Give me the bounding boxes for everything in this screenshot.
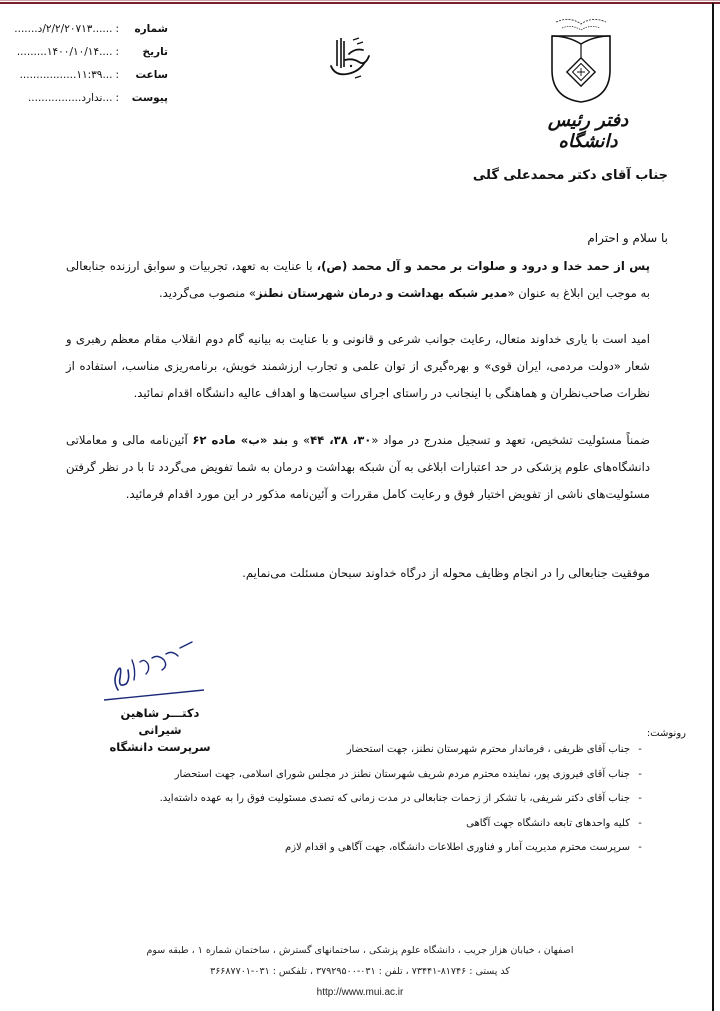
footer-contact: کد پستی : ۸۱۷۴۶-۷۳۴۴۱ ، تلفن : ۰۳۱-۳۷۹۲۹۵۰۰ ، تلفکس : ۰۳۱-۳۶۶۸۷۷۰۱ (210, 966, 510, 977)
paragraph-closing: موفقیت جنابعالی را در انجام وظایف محوله از درگاه خداوند سبحان مسئلت می‌نمایم. (242, 566, 650, 580)
cc-item (160, 812, 650, 837)
meta-date (18, 41, 168, 64)
delegation-clause: بند «ب» ماده ۶۲ (192, 433, 289, 447)
university-emblem-icon (548, 14, 614, 104)
meta-attachment-value: ...ندارد................ (27, 92, 113, 104)
cc-item-text: سرپرست محترم مدیریت آمار و فناوری اطلاعات دانشگاه، جهت آگاهی و اقدام لازم (285, 842, 630, 853)
meta-time-label: ساعت (135, 69, 168, 81)
paragraph-delegation (66, 427, 668, 508)
paragraph-appointment (66, 253, 668, 307)
meta-separator: : (115, 69, 119, 81)
meta-attachment (18, 87, 168, 110)
cc-dash: - (638, 842, 642, 853)
delegation-articles: ۳۰، ۳۸، ۴۴ (310, 433, 372, 447)
bismillah-calligraphy-icon (325, 32, 375, 84)
cc-item-text: کلیه واحدهای تابعه دانشگاه جهت آگاهی (466, 817, 630, 829)
office-title: دفتر رئیس دانشگاه (547, 110, 629, 152)
cc-item-text: جناب آقای فیروزی پور، نماینده محترم مردم شریف شهرستان نطنز در مجلس شورای اسلامی، جهت استحضار (174, 768, 630, 780)
footer-address: اصفهان ، خیابان هزار جریب ، دانشگاه علوم پزشکی ، ساختمانهای گسترش ، ساختمان شماره ۱ ، طبقه سوم (146, 945, 574, 956)
cc-dash: - (638, 817, 642, 829)
cc-item (160, 787, 650, 812)
signatory-name: دکتـــر شاهین شیرانی (120, 706, 200, 737)
letterhead-footer (0, 940, 720, 1003)
meta-number (14, 18, 168, 41)
meta-separator: : (115, 92, 119, 104)
cc-item (160, 763, 650, 788)
meta-number-label: شماره (134, 23, 168, 35)
cc-item (160, 836, 650, 861)
appointment-intro: پس از حمد خدا و درود و صلوات بر محمد و آل محمد (ص)، (316, 259, 651, 273)
right-border-rule (712, 3, 714, 1011)
delegation-text-b: » و (288, 433, 311, 447)
cc-dash: - (638, 793, 642, 804)
cc-label: رونوشت: (646, 728, 686, 739)
handwritten-signature-icon (100, 640, 210, 702)
cc-item-text: جناب آقای ظریفی ، فرماندار محترم شهرستان نطنز، جهت استحضار (346, 744, 630, 755)
meta-number-value: ......۲/۲/۲۰۷۱۳/د....... (14, 23, 113, 35)
signatory-title: سرپرست دانشگاه (109, 740, 211, 754)
top-border-rule (0, 0, 720, 4)
appointment-text-b: » منصوب می‌گردید. (158, 286, 257, 300)
cc-item (160, 738, 650, 763)
meta-attachment-label: پیوست (131, 92, 168, 104)
cc-list (160, 738, 650, 861)
recipient-heading: جناب آقای دکتر محمدعلی گلی (472, 168, 668, 183)
meta-time (18, 64, 168, 87)
cc-dash: - (638, 768, 642, 780)
delegation-text-c: آئین‌نامه مالی و معاملاتی دانشگاه‌های علوم پزشکی در حد اعتبارات ابلاغی به آن شبکه بهداشت و درمان به شما تفویض می‌گردد تا با در نظر گرفتن مسئولیت‌های ناشی از تفویض اختیار فوق و رعایت کامل مقررات و آئین‌نامه مذکور در این مورد اقدام فرمائید. (66, 433, 650, 501)
letter-metadata (14, 18, 168, 110)
meta-separator: : (115, 23, 119, 35)
cc-dash: - (638, 744, 642, 755)
footer-website-link[interactable]: http://www.mui.ac.ir (316, 987, 404, 998)
meta-date-value: ....۱۴۰۰/۱۰/۱۴......... (16, 46, 113, 58)
appointment-title: مدیر شبکه بهداشت و درمان شهرستان نطنز (256, 286, 508, 300)
paragraph-expectations: امید است با یاری خداوند متعال، رعایت جوانب شرعی و قانونی و با عنایت به بیانیه گام دوم انقلاب مقام معظم رهبری و شعار «دولت مردمی، ایران قوی» و بهره‌گیری از توان علمی و تجارب ارزشمند خویش، برنامه‌ریزی مناسب، استفاده از نظرات صاحب‌نظران و هماهنگی با اینجانب در راستای اجرای سیاست‌ها و اهداف عالیه دانشگاه اقدام نمائید. (66, 332, 650, 400)
meta-date-label: تاریخ (142, 46, 168, 58)
delegation-text-a: ضمناً مسئولیت تشخیص، تعهد و تسجیل مندرج در مواد « (371, 433, 650, 447)
cc-item-text: جناب آقای دکتر شریفی، با تشکر از زحمات جنابعالی در مدت زمانی که تصدی مسئولیت فوق را به عهده داشته‌اید. (159, 793, 630, 804)
appointment-text-a: با عنایت به تعهد، تجربیات و سوابق ارزنده جنابعالی به موجب این ابلاغ به عنوان « (66, 259, 650, 300)
meta-separator: : (115, 46, 119, 58)
greeting: با سلام و احترام (587, 231, 668, 245)
meta-time-value: ...۱۱:۳۹................. (19, 69, 113, 81)
